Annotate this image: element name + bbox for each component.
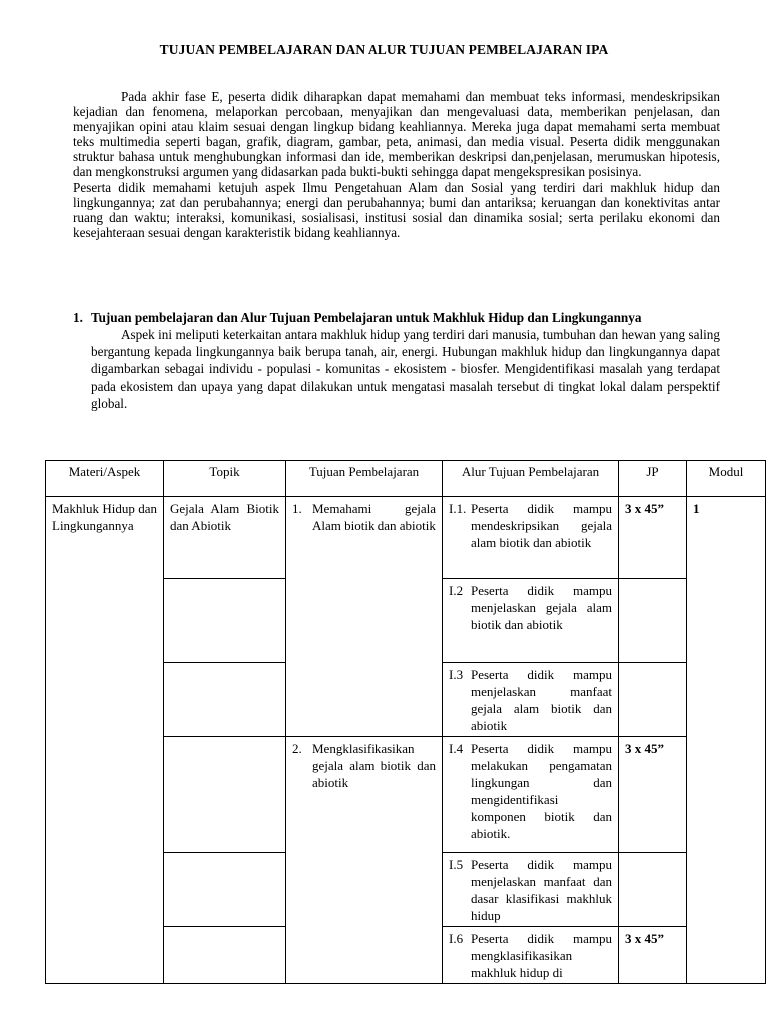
alur-text: Peserta didik mampu melakukan pengamatan lingkungan dan mengidentifikasi komponen biotik dan abiotik. bbox=[471, 741, 612, 841]
alur-number: I.3 bbox=[449, 667, 464, 682]
topik-cell: Gejala Alam Biotik dan Abiotik bbox=[164, 497, 286, 579]
topik-cell-empty bbox=[164, 853, 286, 927]
jp-cell-empty bbox=[619, 663, 687, 737]
header-jp: JP bbox=[619, 461, 687, 497]
jp-cell-empty bbox=[619, 579, 687, 663]
table-row bbox=[46, 497, 766, 579]
section-1-number: 1. bbox=[73, 310, 83, 325]
intro-paragraph-1: Pada akhir fase E, peserta didik diharapkan dapat memahami dan membuat teks informasi, mendeskripsikan kejadian dan fenomena, melaporkan percobaan, menyajikan dan mengevaluasi data, memberikan penjelasan, dan menyajikan opini atau klaim sesuai dengan lingkup bidang keahliannya. Mereka juga dapat memahami serta membuat teks multimedia seperti bagan, grafik, diagram, gambar, peta, animasi, dan media visual. Peserta didik menggunakan struktur bahasa untuk menghubungkan informasi dan ide, memberikan deskripsi dan,penjelasan, merumuskan hipotesis, dan mengkonstruksi argumen yang didasarkan pada bukti-bukti sehingga dapat mengekspresikan posisinya. bbox=[73, 89, 720, 180]
alur-cell bbox=[443, 927, 619, 984]
section-1-title: Tujuan pembelajaran dan Alur Tujuan Pembelajaran untuk Makhluk Hidup dan Lingkungannya bbox=[91, 310, 642, 325]
jp-cell: 3 x 45” bbox=[619, 927, 687, 984]
modul-cell: 1 bbox=[687, 497, 766, 984]
alur-number: I.1. bbox=[449, 501, 467, 516]
alur-cell bbox=[443, 497, 619, 579]
alur-text: Peserta didik mampu mengklasifikasikan makhluk hidup di bbox=[471, 931, 612, 980]
header-materi: Materi/Aspek bbox=[46, 461, 164, 497]
alur-text: Peserta didik mampu mendeskripsikan gejala alam biotik dan abiotik bbox=[471, 501, 612, 550]
header-alur: Alur Tujuan Pembelajaran bbox=[443, 461, 619, 497]
alur-text: Peserta didik mampu menjelaskan manfaat gejala alam biotik dan abiotik bbox=[471, 667, 612, 733]
alur-cell bbox=[443, 853, 619, 927]
topik-cell-empty bbox=[164, 927, 286, 984]
alur-cell bbox=[443, 737, 619, 853]
alur-number: I.5 bbox=[449, 857, 464, 872]
topik-cell-empty bbox=[164, 579, 286, 663]
header-tujuan: Tujuan Pembelajaran bbox=[286, 461, 443, 497]
header-modul: Modul bbox=[687, 461, 766, 497]
tujuan-cell-2 bbox=[286, 737, 443, 984]
jp-cell: 3 x 45” bbox=[619, 497, 687, 579]
alur-number: I.4 bbox=[449, 741, 464, 756]
tujuan-2-number: 2. bbox=[292, 741, 302, 756]
topik-cell-empty bbox=[164, 663, 286, 737]
alur-number: I.2 bbox=[449, 583, 464, 598]
alur-cell bbox=[443, 579, 619, 663]
table-header-row bbox=[46, 461, 766, 497]
header-topik: Topik bbox=[164, 461, 286, 497]
section-1-heading bbox=[73, 309, 720, 326]
intro-paragraph-2: Peserta didik memahami ketujuh aspek Ilmu Pengetahuan Alam dan Sosial yang terdiri dari makhluk hidup dan lingkungannya; zat dan perubahannya; energi dan perubahannya; bumi dan antariksa; keruangan dan konektivitas antar ruang dan waktu; interaksi, komunikasi, sosialisasi, institusi sosial dan dinamika sosial; serta perilaku ekonomi dan kesejahteraan sesuai dengan karakteristik bidang keahliannya. bbox=[73, 179, 720, 240]
tujuan-2-text: Mengklasifikasikan gejala alam biotik dan abiotik bbox=[312, 741, 436, 790]
tujuan-1-text: Memahami gejala Alam biotik dan abiotik bbox=[312, 501, 436, 533]
intro-text bbox=[73, 89, 720, 240]
alur-text: Peserta didik mampu menjelaskan gejala alam biotik dan abiotik bbox=[471, 583, 612, 632]
section-1-body: Aspek ini meliputi keterkaitan antara makhluk hidup yang terdiri dari manusia, tumbuhan dan hewan yang saling bergantung kepada lingkungannya baik berupa tanah, air, energi. Hubungan makhluk hidup dan lingkungannya dapat digambarkan sebagai individu - populasi - komunitas - ekosistem - biosfer. Mengidentifikasi masalah yang terdapat pada ekosistem dan upaya yang dapat dilakukan untuk mengatasi masalah tersebut di tingkat lokal dalam perspektif global. bbox=[91, 327, 720, 411]
jp-cell-empty bbox=[619, 853, 687, 927]
alur-number: I.6 bbox=[449, 931, 464, 946]
tujuan-cell-1 bbox=[286, 497, 443, 737]
alur-cell bbox=[443, 663, 619, 737]
jp-cell: 3 x 45” bbox=[619, 737, 687, 853]
topik-cell-empty bbox=[164, 737, 286, 853]
tujuan-1-number: 1. bbox=[292, 501, 302, 516]
document-title: TUJUAN PEMBELAJARAN DAN ALUR TUJUAN PEMBELAJARAN IPA bbox=[159, 42, 609, 57]
alur-text: Peserta didik mampu menjelaskan manfaat dan dasar klasifikasi makhluk hidup bbox=[471, 857, 612, 923]
learning-objectives-table bbox=[45, 460, 766, 984]
section-1 bbox=[73, 309, 720, 425]
materi-cell: Makhluk Hidup dan Lingkungannya bbox=[46, 497, 164, 984]
